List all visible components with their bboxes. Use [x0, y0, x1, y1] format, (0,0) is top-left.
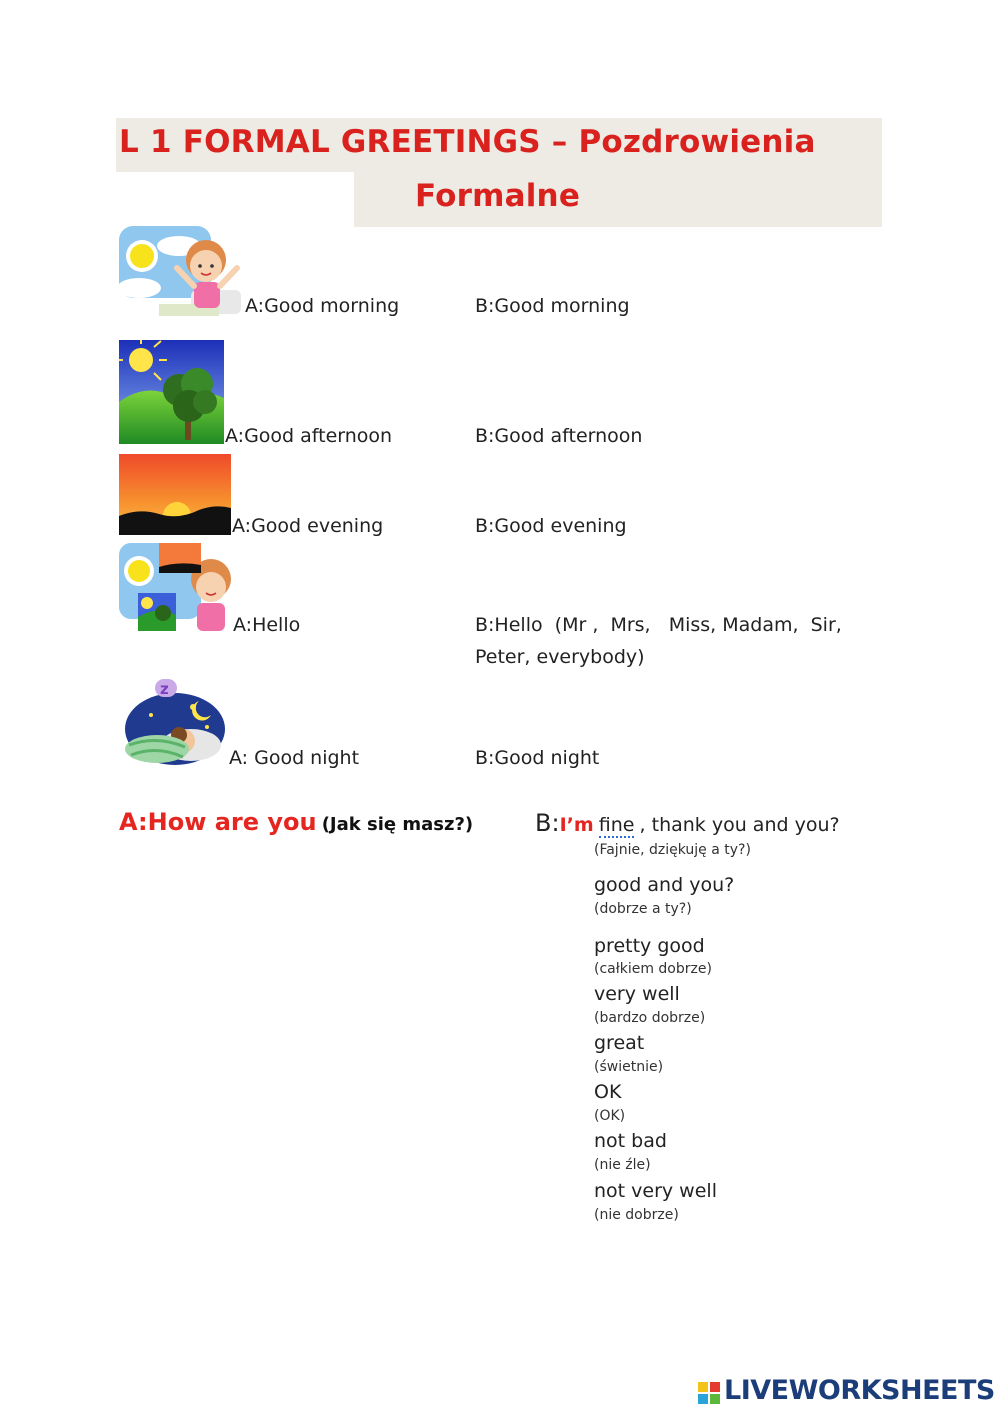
- option-en: great: [594, 1032, 645, 1054]
- greeting-a-morning: A:Good morning: [245, 295, 400, 317]
- answer-main: [535, 809, 840, 837]
- page-title-continued: Formalne: [415, 178, 581, 214]
- option-en: very well: [594, 983, 680, 1005]
- greeting-b-afternoon: B:Good afternoon: [475, 425, 643, 447]
- logo-mark-icon: [698, 1382, 720, 1404]
- tree-sun-landscape-icon: [119, 340, 224, 444]
- option-pl: (świetnie): [594, 1059, 664, 1075]
- option-pl: (OK): [594, 1108, 626, 1124]
- answer-rest: , thank you and you?: [639, 814, 840, 836]
- greeting-b-night: B:Good night: [475, 747, 600, 769]
- option-en: not very well: [594, 1180, 717, 1202]
- logo-text: LIVEWORKSHEETS: [724, 1375, 995, 1406]
- greeting-a-afternoon: A:Good afternoon: [225, 425, 393, 447]
- greeting-b-hello-continued: Peter, everybody): [475, 646, 645, 668]
- child-waking-sun-icon: [119, 226, 244, 318]
- option-pl: (bardzo dobrze): [594, 1010, 706, 1026]
- option-pl: (całkiem dobrze): [594, 961, 712, 977]
- collage-icon: [119, 543, 233, 633]
- answer-im: I’m: [559, 814, 594, 836]
- greeting-b-hello: B:Hello (Mr , Mrs, Miss, Madam, Sir,: [475, 614, 842, 636]
- option-en: good and you?: [594, 874, 735, 896]
- option-en: OK: [594, 1081, 622, 1103]
- greeting-a-evening: A:Good evening: [232, 515, 384, 537]
- sunset-icon: [119, 454, 231, 535]
- question-how-are-you: [119, 808, 473, 836]
- sleeping-child-moon-icon: [119, 675, 227, 767]
- answer-prefix: B:: [535, 809, 560, 837]
- option-pl: (dobrze a ty?): [594, 901, 692, 917]
- greeting-a-night: A: Good night: [229, 747, 360, 769]
- answer-translation: (Fajnie, dziękuję a ty?): [594, 842, 751, 858]
- greeting-b-morning: B:Good morning: [475, 295, 630, 317]
- question-text: A:How are you: [119, 808, 317, 836]
- question-translation: (Jak się masz?): [321, 814, 474, 835]
- option-en: pretty good: [594, 935, 705, 957]
- answer-fine: fine: [598, 814, 635, 836]
- page-title: L 1 FORMAL GREETINGS – Pozdrowienia: [119, 124, 816, 160]
- greeting-b-evening: B:Good evening: [475, 515, 627, 537]
- option-pl: (nie źle): [594, 1157, 651, 1173]
- greeting-a-hello: A:Hello: [233, 614, 301, 636]
- option-pl: (nie dobrze): [594, 1207, 679, 1223]
- svg-text:z: z: [160, 680, 169, 698]
- option-en: not bad: [594, 1130, 667, 1152]
